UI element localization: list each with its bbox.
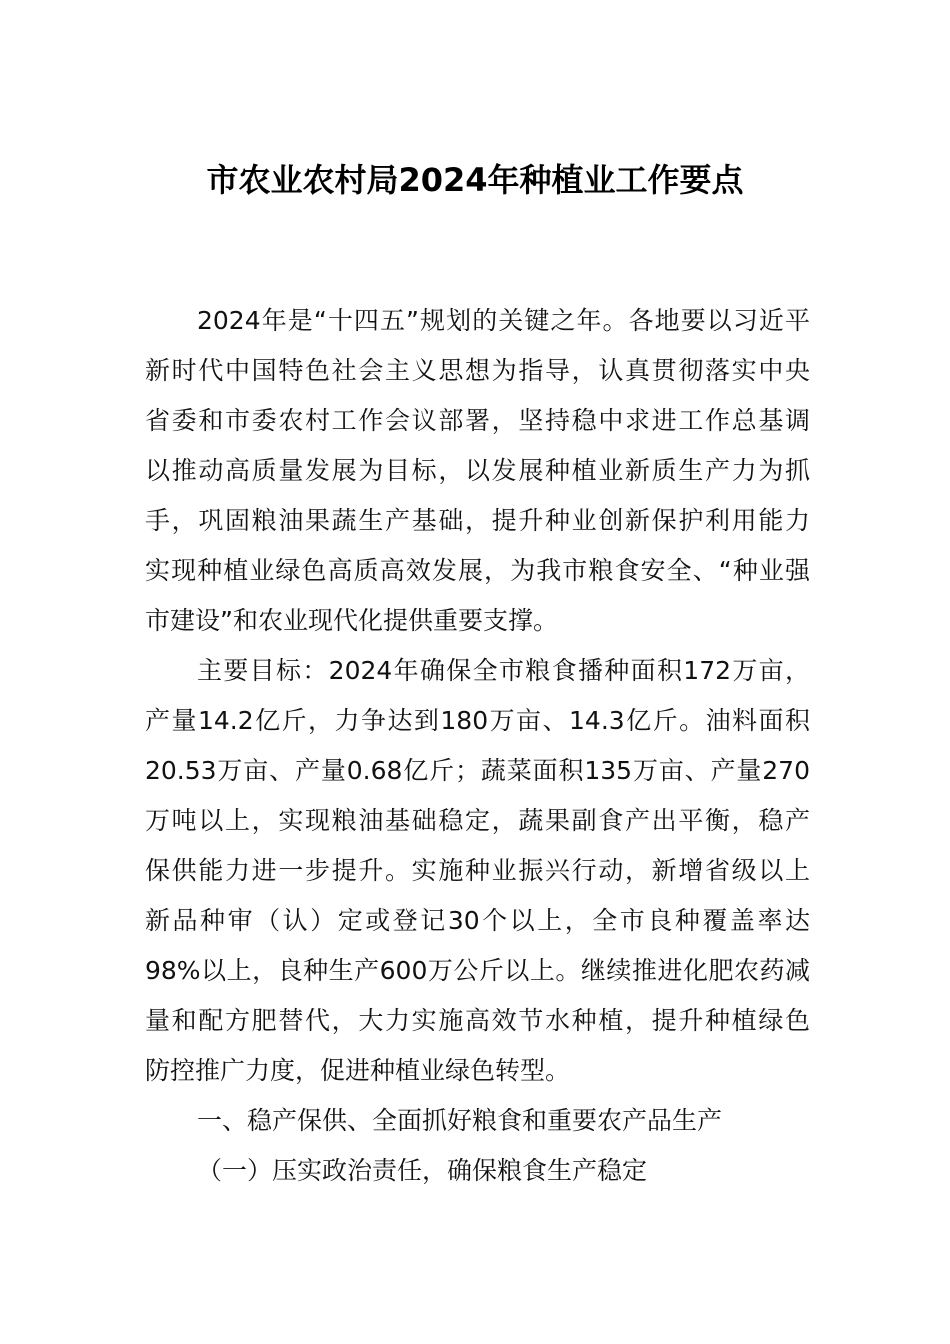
document-body [145, 296, 810, 1196]
document-title: 市农业农村局2024年种植业工作要点 [206, 161, 744, 199]
paragraph-1-line: 以推动高质量发展为目标，以发展种植业新质生产力为抓 [145, 456, 810, 485]
paragraph-1-line: 新时代中国特色社会主义思想为指导，认真贯彻落实中央 [145, 356, 810, 385]
paragraph-2-line: 量和配方肥替代，大力实施高效节水种植，提升种植绿色 [145, 1006, 810, 1035]
paragraph-1-line: 省委和市委农村工作会议部署，坚持稳中求进工作总基调 [145, 406, 810, 435]
paragraph-1-line: 手，巩固粮油果蔬生产基础，提升种业创新保护利用能力 [145, 506, 810, 535]
paragraph-2-line: 98%以上，良种生产600万公斤以上。继续推进化肥农药减 [145, 956, 810, 985]
paragraph-1-line: 2024年是“十四五”规划的关键之年。各地要以习近平 [197, 306, 810, 335]
paragraph-1-line: 市建设”和农业现代化提供重要支撑。 [145, 606, 558, 635]
section-heading: 一、稳产保供、全面抓好粮食和重要农产品生产 [197, 1106, 723, 1135]
paragraph-2-line: 主要目标：2024年确保全市粮食播种面积172万亩， [197, 656, 810, 685]
paragraph-1-line: 实现种植业绿色高质高效发展，为我市粮食安全、“种业强 [145, 556, 810, 585]
paragraph-2-line: 万吨以上，实现粮油基础稳定，蔬果副食产出平衡，稳产 [145, 806, 810, 835]
paragraph-2-line: 20.53万亩、产量0.68亿斤；蔬菜面积135万亩、产量270 [145, 756, 810, 785]
paragraph-2-line: 新品种审（认）定或登记30个以上，全市良种覆盖率达 [145, 906, 810, 935]
subsection-heading: （一）压实政治责任，确保粮食生产稳定 [197, 1156, 648, 1185]
paragraph-2-line: 防控推广力度，促进种植业绿色转型。 [145, 1056, 571, 1085]
paragraph-2-line: 保供能力进一步提升。实施种业振兴行动，新增省级以上 [145, 856, 810, 885]
paragraph-2-line: 产量14.2亿斤，力争达到180万亩、14.3亿斤。油料面积 [145, 706, 810, 735]
